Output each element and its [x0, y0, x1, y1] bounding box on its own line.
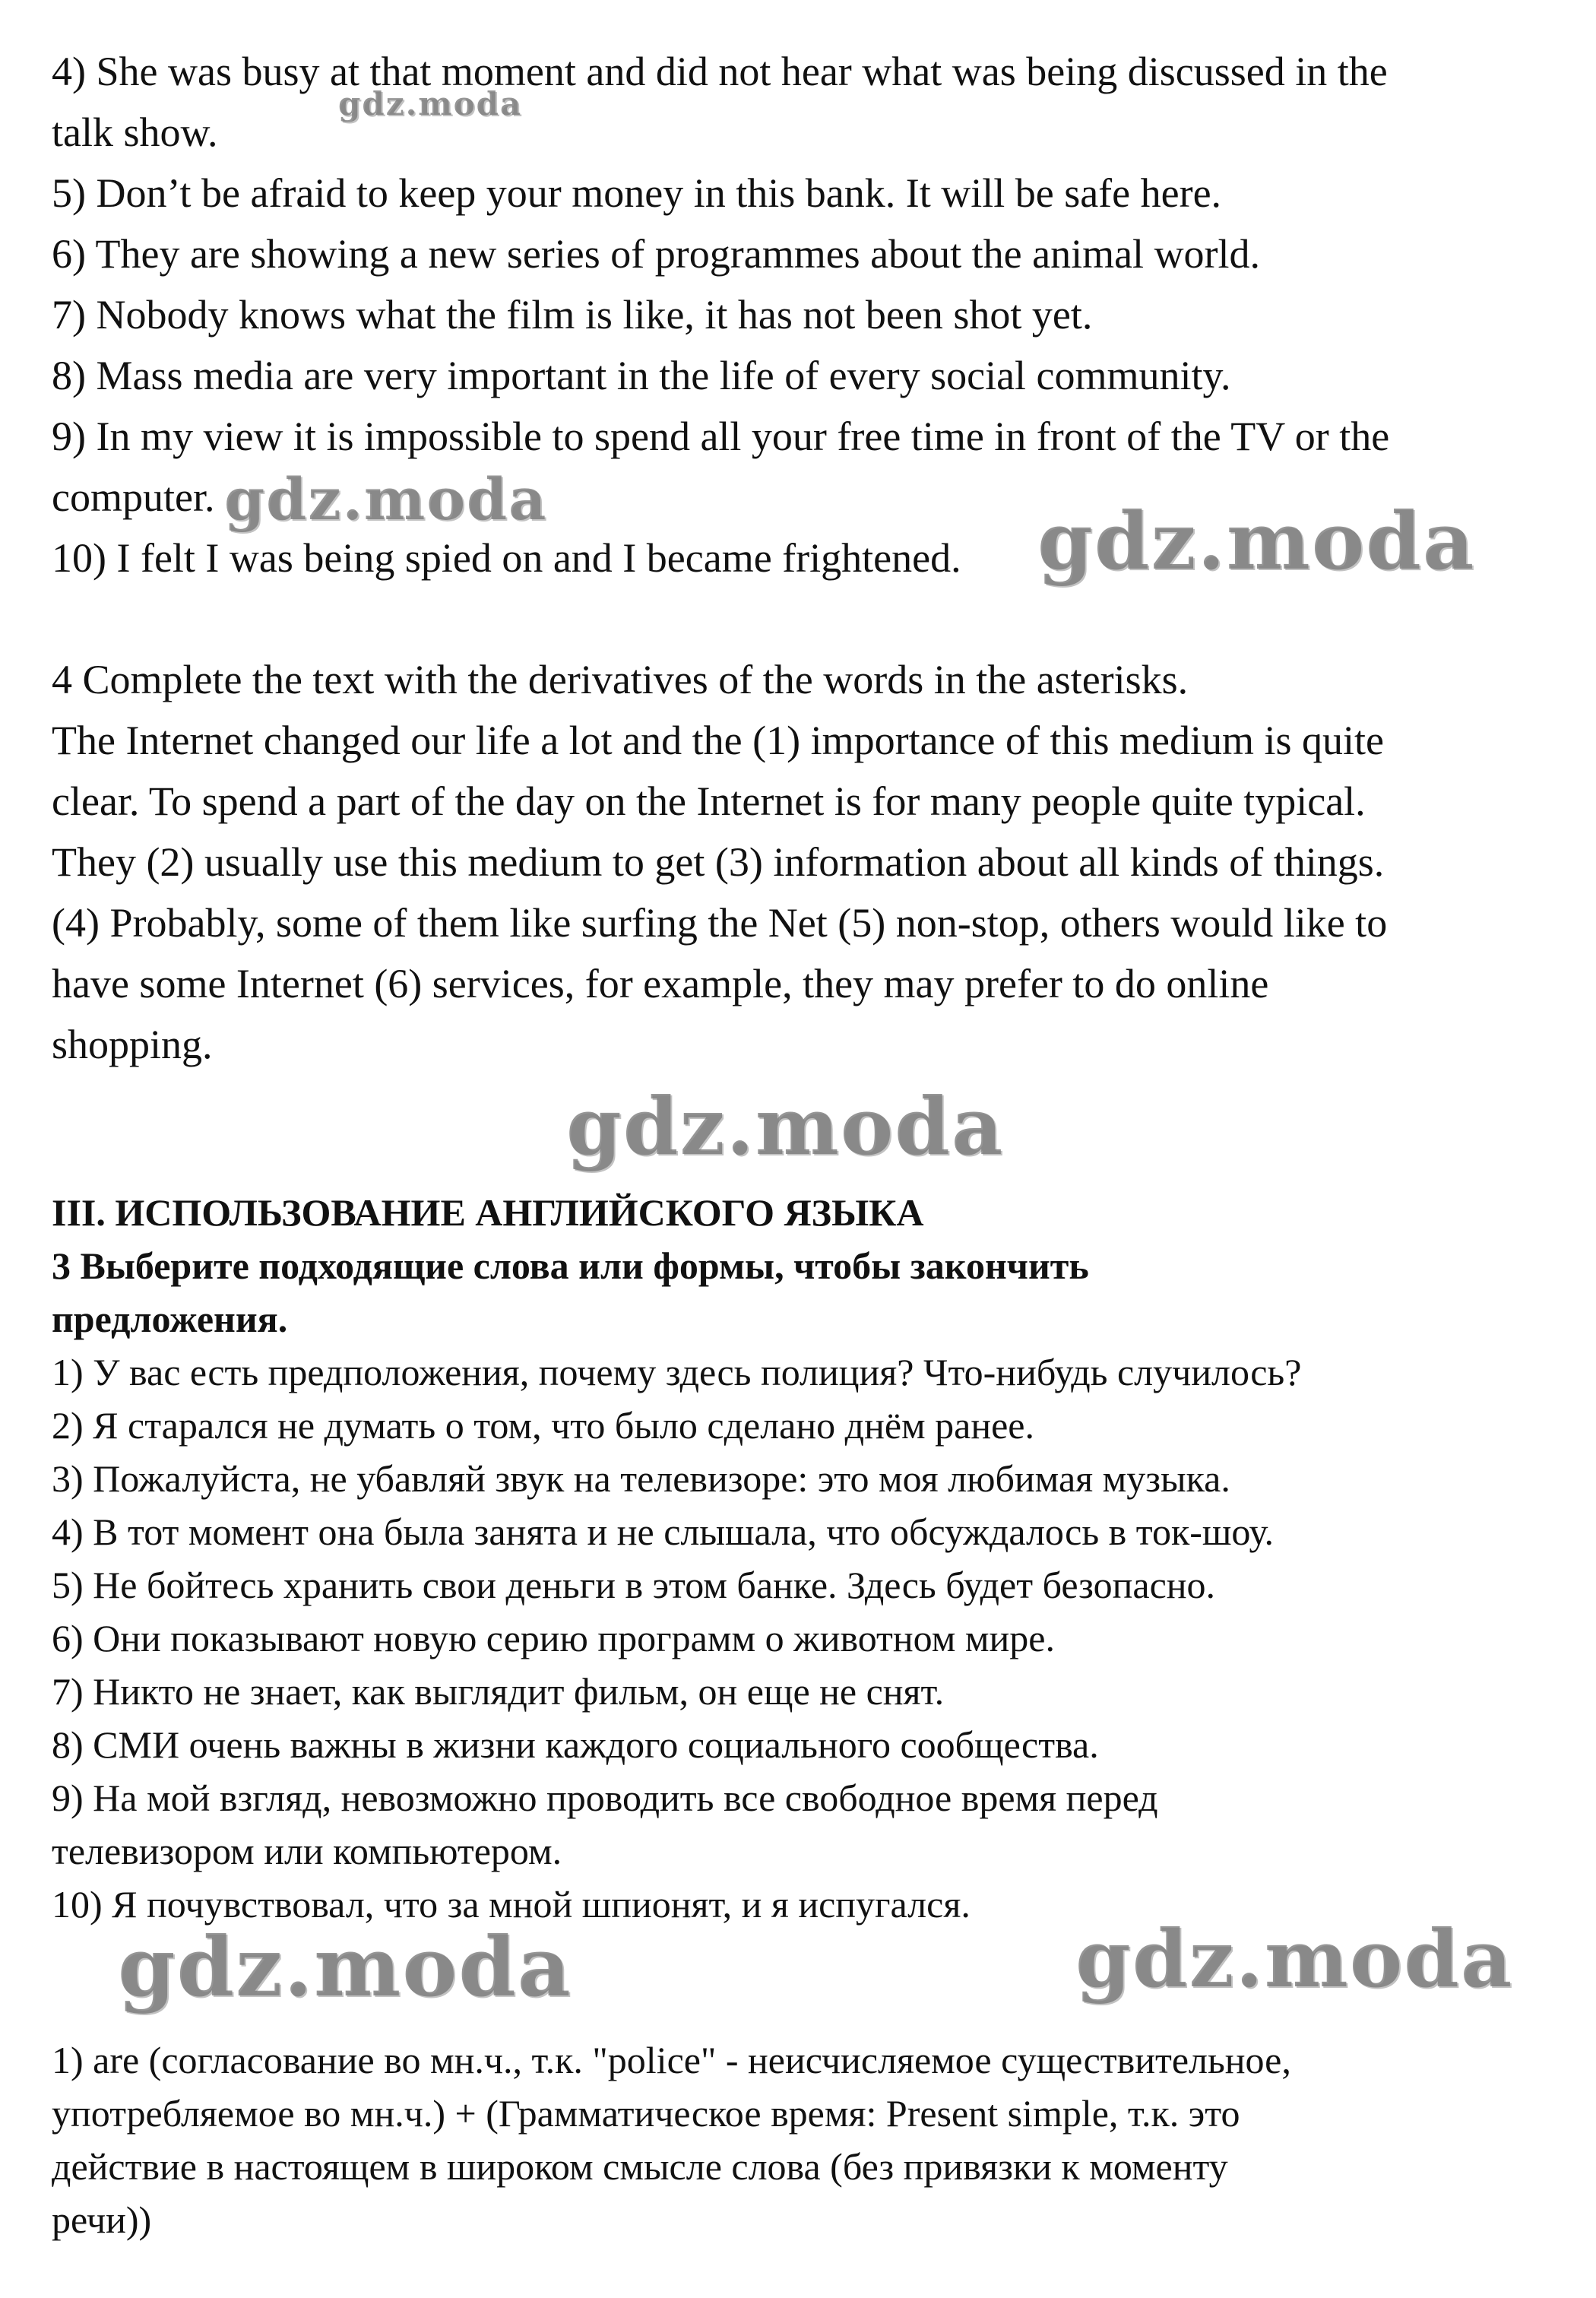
task-instruction: 3 Выберите подходящие слова или формы, чтобы закончить [52, 1244, 1089, 1287]
exercise-text-line: (4) Probably, some of them like surfing the Net (5) non-stop, others would like to [52, 900, 1388, 946]
translation-line: 3) Пожалуйста, не убавляй звук на телевизоре: это моя любимая музыка. [52, 1457, 1230, 1500]
english-sentence: 8) Mass media are very important in the life of every social community. [52, 353, 1231, 398]
explanation-line: 1) are (согласование во мн.ч., т.к. "police" - неисчисляемое существительное, [52, 2039, 1291, 2081]
watermark: gdz.moda [338, 85, 523, 122]
translation-line: 9) На мой взгляд, невозможно проводить все свободное время перед [52, 1777, 1158, 1819]
translation-line: 2) Я старался не думать о том, что было сделано днём ранее. [52, 1404, 1034, 1447]
english-sentence: 9) In my view it is impossible to spend all your free time in front of the TV or the [52, 414, 1390, 459]
english-sentence: computer. [52, 474, 215, 520]
exercise-text-line: clear. To spend a part of the day on the Internet is for many people quite typical. [52, 778, 1366, 824]
task-instruction: предложения. [52, 1298, 288, 1340]
translation-line: 10) Я почувствовал, что за мной шпионят, и я испугался. [52, 1883, 971, 1926]
watermark: gdz.moda [224, 465, 548, 533]
watermark: gdz.moda [118, 1919, 572, 2015]
explanation-line: употребляемое во мн.ч.) + (Грамматическое время: Present simple, т.к. это [52, 2092, 1240, 2135]
exercise-text-line: They (2) usually use this medium to get (3) information about all kinds of things. [52, 839, 1385, 885]
translation-line: телевизором или компьютером. [52, 1830, 562, 1872]
exercise-text-line: have some Internet (6) services, for example, they may prefer to do online [52, 961, 1269, 1006]
translation-line: 6) Они показывают новую серию программ о животном мире. [52, 1617, 1055, 1659]
english-sentence: 7) Nobody knows what the film is like, it has not been shot yet. [52, 292, 1093, 338]
exercise-text-line: The Internet changed our life a lot and the (1) importance of this medium is quite [52, 718, 1384, 763]
exercise-heading: 4 Complete the text with the derivatives of the words in the asterisks. [52, 657, 1189, 702]
explanation-line: речи)) [52, 2198, 152, 2241]
english-sentence: 4) She was busy at that moment and did not hear what was being discussed in the [52, 49, 1388, 94]
watermark: gdz.moda [566, 1079, 1005, 1173]
translation-line: 1) У вас есть предположения, почему здесь полиция? Что-нибудь случилось? [52, 1351, 1302, 1393]
translation-line: 8) СМИ очень важны в жизни каждого социального сообщества. [52, 1723, 1099, 1766]
section-title: III. ИСПОЛЬЗОВАНИЕ АНГЛИЙСКОГО ЯЗЫКА [52, 1191, 924, 1234]
exercise-text-line: shopping. [52, 1022, 213, 1067]
watermark: gdz.moda [1037, 494, 1476, 588]
english-sentence: 5) Don’t be afraid to keep your money in this bank. It will be safe here. [52, 170, 1222, 216]
translation-line: 7) Никто не знает, как выглядит фильм, он еще не снят. [52, 1670, 945, 1713]
english-sentence: talk show. [52, 109, 218, 155]
translation-line: 4) В тот момент она была занята и не слышала, что обсуждалось в ток-шоу. [52, 1510, 1275, 1553]
english-sentence: 6) They are showing a new series of programmes about the animal world. [52, 231, 1261, 277]
explanation-line: действие в настоящем в широком смысле слова (без привязки к моменту [52, 2145, 1228, 2188]
translation-line: 5) Не бойтесь хранить свои деньги в этом банке. Здесь будет безопасно. [52, 1564, 1216, 1606]
watermark: gdz.moda [1075, 1912, 1514, 2005]
english-sentence: 10) I felt I was being spied on and I became frightened. [52, 535, 961, 581]
